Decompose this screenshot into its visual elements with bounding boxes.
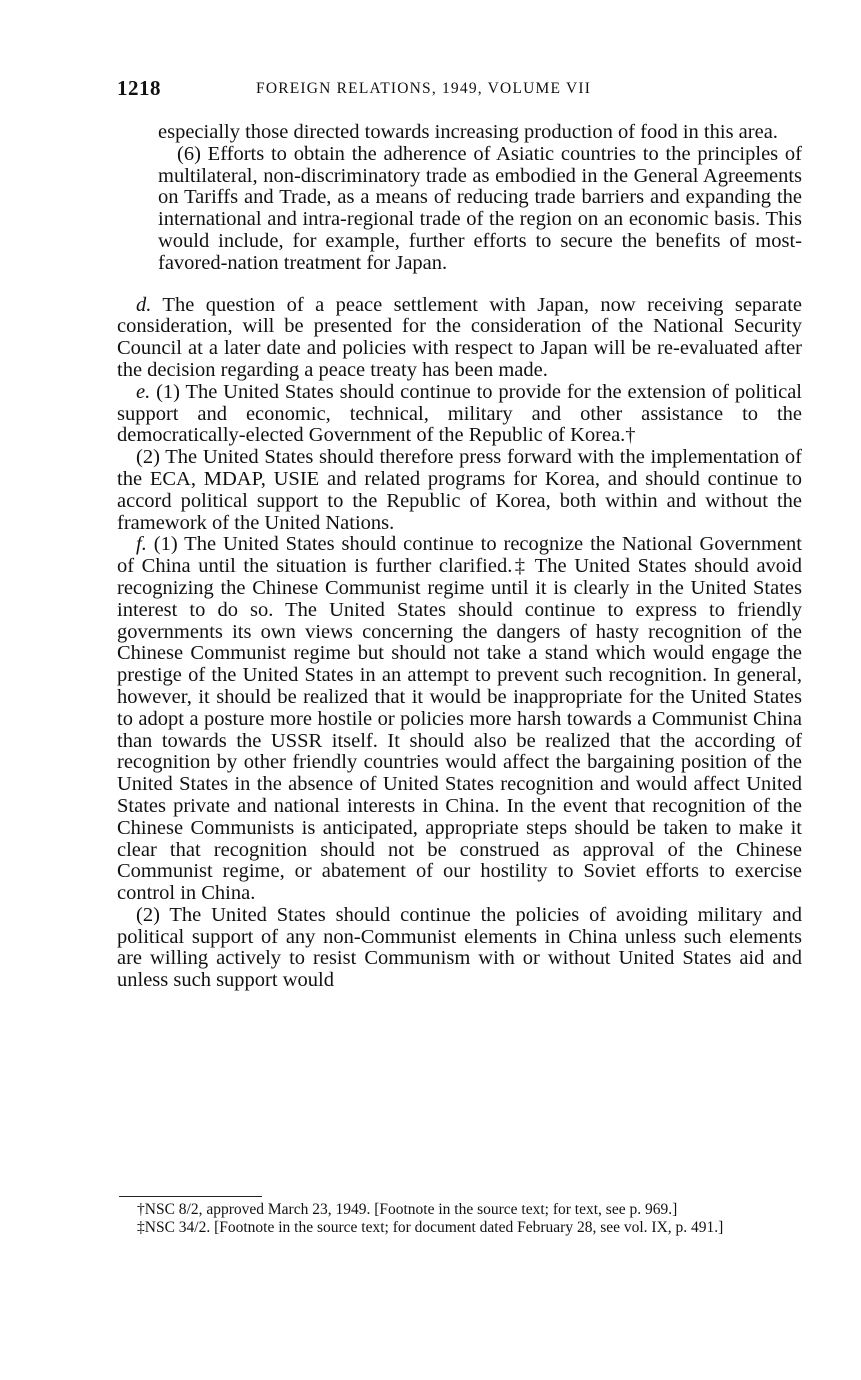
paragraph-e1-text: (1) The United States should continue to provide for the extension of political support and economic, technical, military and other assistance to the democratically-elected Government of the Republic of Korea.† (117, 380, 802, 447)
paragraph-e2: (2) The United States should therefore press forward with the implementation of the ECA, MDAP, USIE and related programs for Korea, and should continue to accord political support to the Republic of Korea, both within and without the framework of the United Nations. (117, 446, 802, 534)
paragraph-item-6: (6) Efforts to obtain the adherence of Asiatic countries to the principles of multilateral, non-discriminatory trade as embodied in the General Agreements on Tariffs and Trade, as a means of reducing trade barriers and expanding the international and intra-regional trade of the region on an economic basis. This would include, for example, further efforts to secure the benefits of most-favored-nation treatment for Japan. (158, 142, 802, 274)
paragraph-e-label: e. (136, 380, 151, 403)
paragraph-d (117, 295, 802, 382)
footnotes (117, 1201, 802, 1237)
paragraph-e1 (117, 382, 802, 447)
paragraph-d-text: The question of a peace settlement with Japan, now receiving separate consideration, will be presented for the consideration of the National Security Council at a later date and policies with respect to Japan will be re-evaluated after the decision regarding a peace treaty has been made. (117, 293, 802, 381)
running-title: FOREIGN RELATIONS, 1949, VOLUME VII (256, 80, 592, 97)
paragraph-f2: (2) The United States should continue the policies of avoiding military and political support of any non-Communist elements in China unless such elements are willing actively to resist Communism with or without United States aid and unless such support would (117, 903, 802, 992)
paragraph-f1 (117, 534, 802, 905)
paragraph-continuation: especially those directed towards increasing production of food in this area. (158, 121, 778, 143)
footnote-dagger: †NSC 8/2, approved March 23, 1949. [Footnote in the source text; for text, see p. 969.] (137, 1201, 678, 1218)
page-header (117, 76, 802, 104)
body-text (117, 122, 802, 992)
page-number: 1218 (117, 76, 161, 100)
paragraph-d-label: d. (136, 293, 152, 316)
paragraph-f-label: f. (136, 533, 147, 556)
footnote-double-dagger: ‡NSC 34/2. [Footnote in the source text; for document dated February 28, see vol. IX, p. 491.] (137, 1219, 724, 1236)
footnote-divider (119, 1196, 262, 1197)
paragraph-f1-text: (1) The United States should continue to recognize the National Government of China until the situation is further clarified.‡ The United States should avoid recognizing the Chinese Communist regime until it is clearly in the United States interest to do so. The United States should continue to express to friendly governments its own views concerning the dangers of hasty recognition of the Chinese Communist regime but should not take a stand which would engage the prestige of the United States in an attempt to prevent such recognition. In general, however, it should be realized that it would be inappropriate for the United States to adopt a posture more hostile or policies more harsh towards a Communist China than towards the USSR itself. It should also be realized that the according of recognition by other friendly countries would affect the bargaining position of the United States in the absence of United States recognition and would affect United States private and national interests in China. In the event that recognition of the Chinese Communists is anticipated, appropriate steps should be taken to make it clear that recognition should not be construed as approval of the Chinese Communist regime, or abatement of our hostility to Soviet efforts to exercise control in China. (117, 533, 802, 905)
